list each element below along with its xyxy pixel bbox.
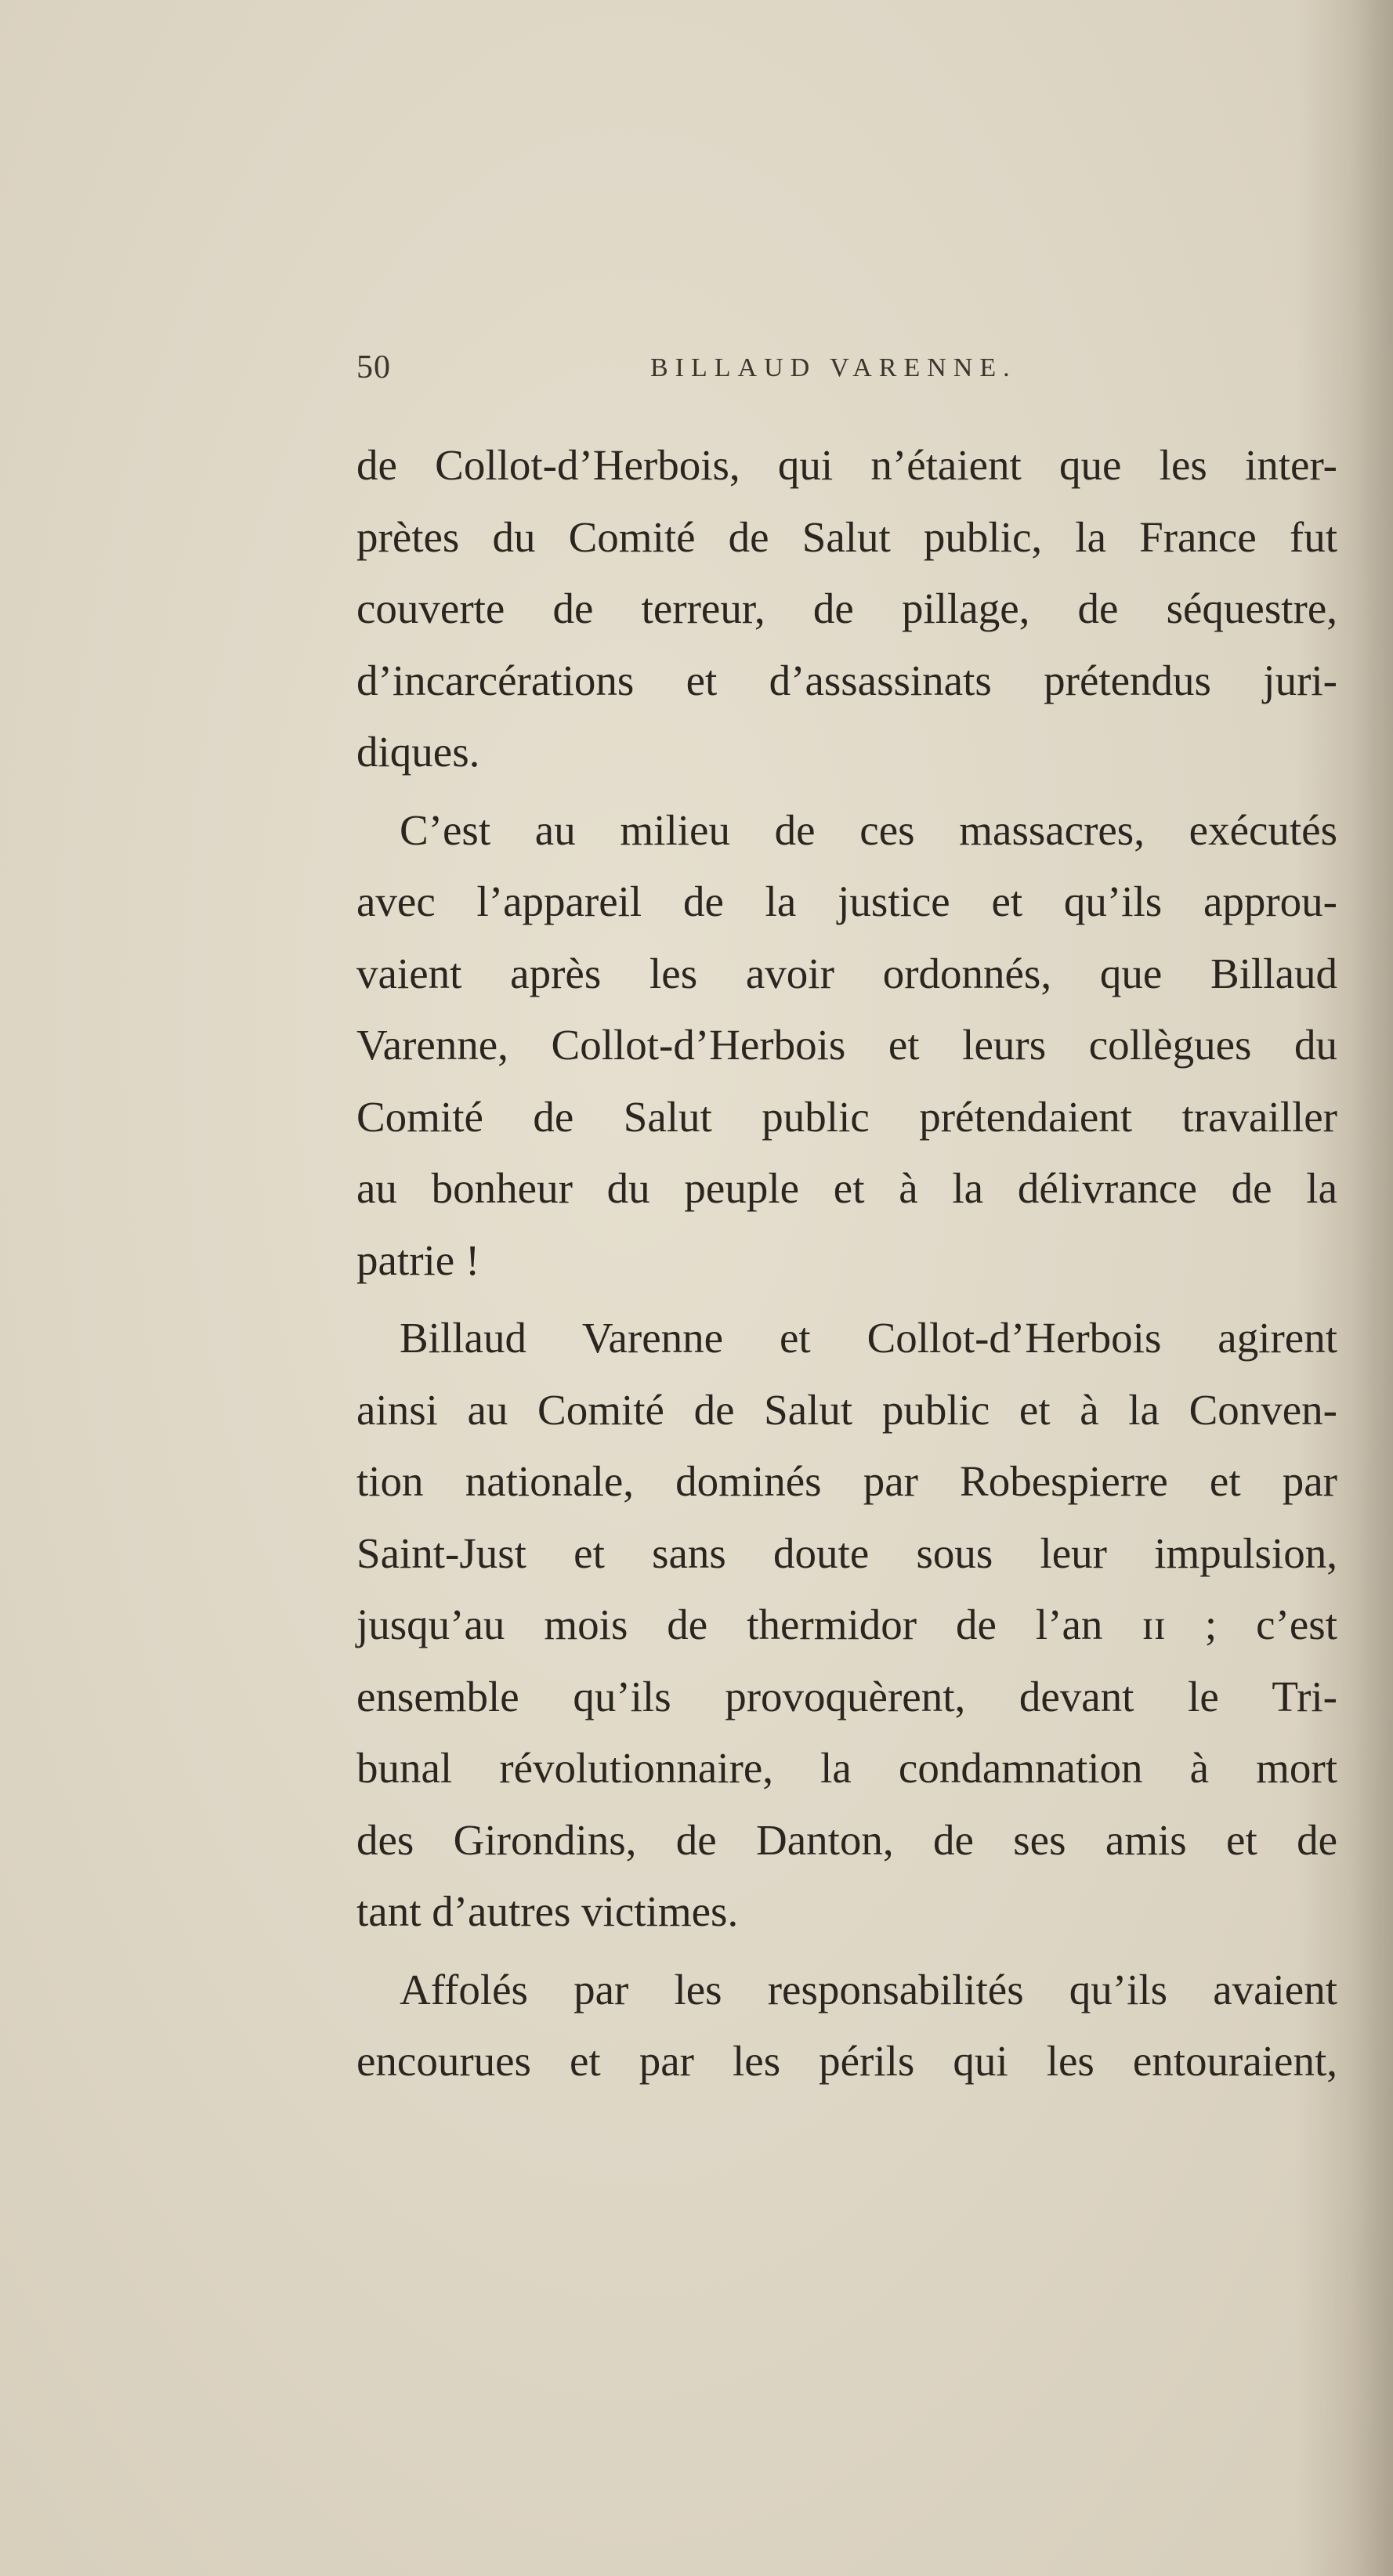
text-line: C’est au milieu de ces massacres, exécutés: [400, 805, 1337, 854]
text-line: tant d’autres victimes.: [356, 1887, 739, 1935]
body-text: [356, 429, 1337, 2097]
text-line: vaient après les avoir ordonnés, que Billaud: [356, 949, 1337, 997]
page-number: 50: [356, 349, 391, 385]
text-line: Varenne, Collot-d’Herbois et leurs collègues du: [356, 1021, 1337, 1069]
text-line: encourues et par les périls qui les entouraient,: [356, 2037, 1337, 2085]
text-line: bunal révolutionnaire, la condamnation à mort: [356, 1744, 1337, 1792]
text-line: prètes du Comité de Salut public, la France fut: [356, 512, 1337, 561]
text-line: ensemble qu’ils provoquèrent, devant le Tri-: [356, 1672, 1337, 1720]
text-line: au bonheur du peuple et à la délivrance de la: [356, 1164, 1337, 1212]
text-line: Billaud Varenne et Collot-d’Herbois agirent: [400, 1314, 1337, 1362]
text-line: diques.: [356, 728, 480, 776]
text-line: jusqu’au mois de thermidor de l’an ɪɪ ; c’est: [356, 1601, 1337, 1648]
text-line: avec l’appareil de la justice et qu’ils approu-: [356, 877, 1337, 925]
text-line: de Collot-d’Herbois, qui n’étaient que les inter-: [356, 441, 1337, 489]
text-line: ainsi au Comité de Salut public et à la Conven-: [356, 1385, 1337, 1434]
running-title: BILLAUD VARENNE.: [650, 353, 1017, 382]
text-line: Affolés par les responsabilités qu’ils avaient: [400, 1965, 1337, 2013]
text-line: Comité de Salut public prétendaient travailler: [356, 1092, 1337, 1141]
text-line: patrie !: [356, 1236, 480, 1284]
text-line: couverte de terreur, de pillage, de séquestre,: [356, 584, 1337, 632]
text-line: tion nationale, dominés par Robespierre et par: [356, 1457, 1337, 1505]
page-header: [356, 349, 1336, 403]
text-line: d’incarcérations et d’assassinats prétendus juri-: [356, 656, 1337, 704]
text-line: des Girondins, de Danton, de ses amis et de: [356, 1815, 1337, 1864]
text-line: Saint-Just et sans doute sous leur impulsion,: [356, 1529, 1337, 1577]
